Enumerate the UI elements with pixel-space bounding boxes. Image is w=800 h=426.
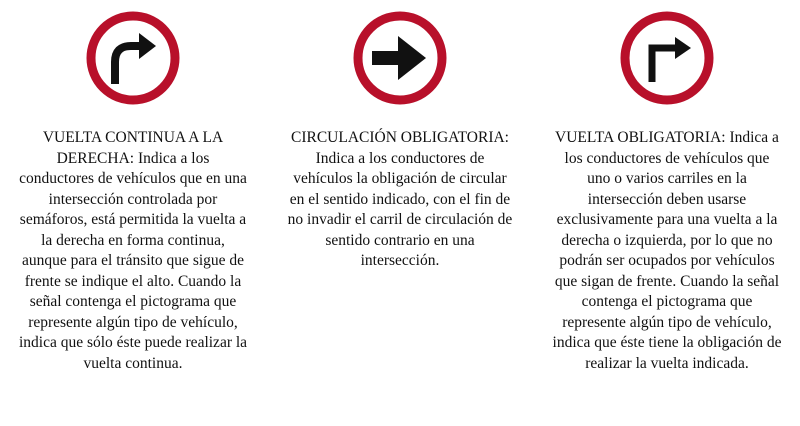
sign-description: VUELTA CONTINUA A LA DERECHA: Indica a los conductores de vehículos que en una intersección controlada por semáforos, está permitida la vuelta a la derecha en forma continua, aunque para el tránsito que sigue de frente se indique el alto. Cuando la señal contenga el pictograma que represente algún tipo de vehículo, indica que sólo éste puede realizar la vuelta continua. (18, 129, 248, 372)
sign-description: CIRCULACIÓN OBLIGATORIA: Indica a los conductores de vehículos la obligación de circular en el sentido indicado, con el fin de no invadir el carril de circulación de sentido contrario en una intersección. (287, 129, 513, 269)
sign-description: VUELTA OBLIGATORIA: Indica a los conductores de vehículos que uno o varios carriles en la intersección deben usarse exclusivamente para una vuelta a la derecha o izquierda, por lo que no podrán ser ocupados por vehículos que sigan de frente. Cuando la señal contenga el pictograma que represente algún tipo de vehículo, indica que éste tiene la obligación de realizar la vuelta indicada. (552, 129, 782, 372)
turn-right-mandatory-arrow-icon (619, 10, 715, 106)
sign-image-wrap (285, 0, 515, 112)
sign-card-vuelta-continua (18, 0, 248, 374)
turn-right-continuous-arrow-icon (85, 10, 181, 106)
sign-image-wrap (552, 0, 782, 112)
sign-image-wrap (18, 0, 248, 112)
straight-ahead-arrow-icon (352, 10, 448, 106)
sign-card-vuelta-obligatoria (552, 0, 782, 374)
sign-card-circulacion-obligatoria (285, 0, 515, 272)
